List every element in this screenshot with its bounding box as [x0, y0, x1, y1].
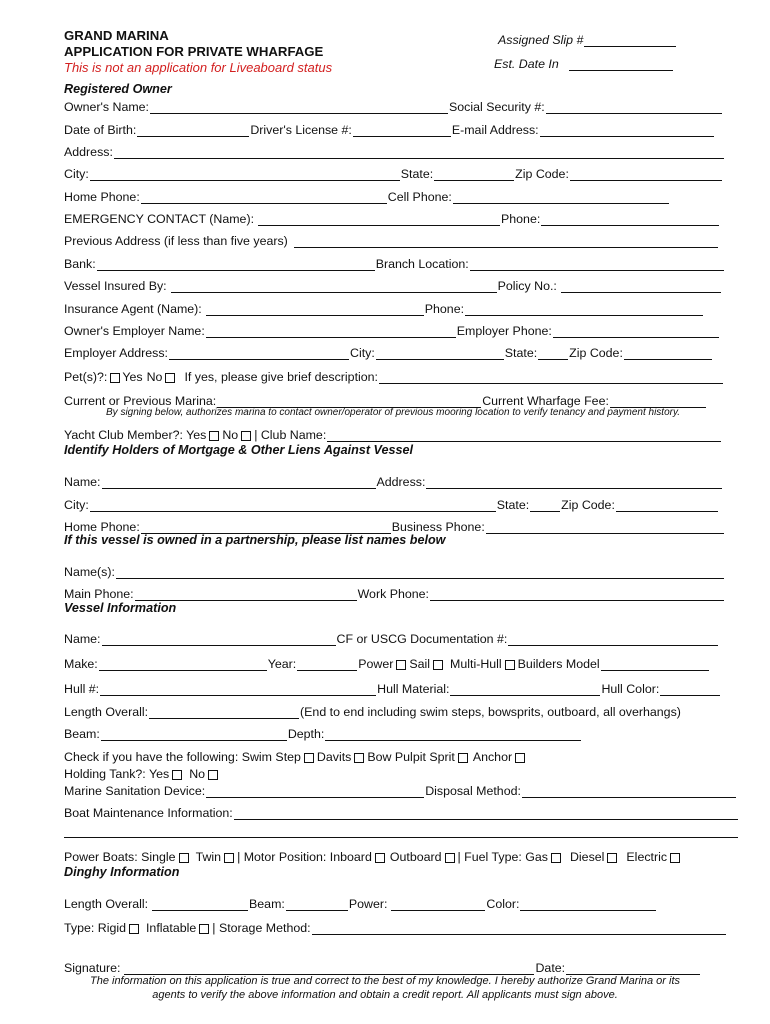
outboard-label: Outboard — [389, 850, 442, 864]
dob-label: Date of Birth: — [64, 123, 137, 137]
assigned-slip-field[interactable] — [498, 33, 677, 47]
lien-zip-line[interactable] — [616, 499, 718, 512]
holding-yes-checkbox[interactable] — [172, 770, 182, 780]
equipment-row — [64, 748, 528, 764]
home-phone-label: Home Phone: — [64, 190, 140, 204]
yacht-club-yes-checkbox[interactable] — [209, 431, 219, 441]
multihull-label: Multi-Hull — [450, 657, 502, 671]
diesel-label: Diesel — [569, 850, 605, 864]
length-note: (End to end including swim steps, bowsprits, outboard, all overhangs) — [300, 705, 681, 719]
builders-line[interactable] — [601, 658, 709, 671]
employer-line[interactable] — [206, 325, 456, 338]
lien-city-line[interactable] — [90, 499, 496, 512]
bank-label: Bank: — [64, 257, 96, 271]
pets-yes-label: Yes — [122, 370, 143, 384]
est-date-line[interactable] — [569, 58, 673, 71]
cell-phone-label: Cell Phone: — [387, 190, 452, 204]
dinghy-power-line[interactable] — [391, 898, 485, 911]
vessel-name-row — [64, 630, 719, 646]
prev-address-row — [64, 232, 719, 248]
lien-city-row — [64, 496, 719, 512]
section-partnership: If this vessel is owned in a partnership, please list names below — [64, 533, 446, 547]
state-label: State: — [400, 167, 434, 181]
policy-line[interactable] — [561, 280, 721, 293]
employer-address-row — [64, 344, 713, 360]
maintenance-line[interactable] — [234, 807, 738, 820]
vessel-insured-line[interactable] — [171, 280, 497, 293]
holding-no-checkbox[interactable] — [208, 770, 218, 780]
ssn-line[interactable] — [546, 101, 722, 114]
employer-phone-line[interactable] — [553, 325, 719, 338]
liveaboard-warning: This is not an application for Liveaboard status — [64, 60, 333, 75]
anchor-label: Anchor — [472, 750, 513, 764]
lien-business-phone-label: Business Phone: — [391, 520, 485, 534]
home-phone-line[interactable] — [141, 191, 387, 204]
hull-color-line[interactable] — [660, 683, 720, 696]
dinghy-type-row — [64, 919, 727, 935]
holding-label: Holding Tank?: Yes — [64, 767, 170, 781]
emp-state-line[interactable] — [538, 347, 568, 360]
storage-label: | Storage Method: — [212, 921, 311, 935]
lien-address-label: Address: — [376, 475, 426, 489]
yacht-club-no-label: No — [222, 428, 239, 442]
yacht-club-no-checkbox[interactable] — [241, 431, 251, 441]
owner-name-row — [64, 98, 723, 114]
beam-line[interactable] — [101, 728, 287, 741]
power-boats-row — [64, 848, 683, 864]
anchor-checkbox[interactable] — [515, 753, 525, 763]
builders-label: Builders Model — [517, 657, 600, 671]
davits-checkbox[interactable] — [354, 753, 364, 763]
power-checkbox[interactable] — [396, 660, 406, 670]
est-date-label: Est. Date In — [494, 57, 559, 71]
sail-label: Sail — [409, 657, 431, 671]
power-label: Power — [358, 657, 394, 671]
dob-line[interactable] — [137, 124, 249, 137]
pets-label: Pet(s)?: — [64, 370, 108, 384]
agent-phone-label: Phone: — [424, 302, 465, 316]
beam-label: Beam: — [64, 727, 100, 741]
emergency-phone-label: Phone: — [501, 212, 541, 226]
hull-no-line[interactable] — [100, 683, 376, 696]
pets-desc-label: If yes, please give brief description: — [184, 370, 378, 384]
ssn-label: Social Security #: — [449, 100, 545, 114]
pets-no-label: No — [146, 370, 163, 384]
fuel-type-label: | Fuel Type: Gas — [457, 850, 548, 864]
prev-address-label: Previous Address (if less than five years) — [64, 234, 288, 248]
inboard-checkbox[interactable] — [375, 853, 385, 863]
partner-names-row — [64, 563, 725, 579]
insured-row — [64, 277, 722, 293]
address-line[interactable] — [114, 146, 724, 159]
pulpit-checkbox[interactable] — [458, 753, 468, 763]
marina-row — [64, 392, 707, 408]
address-row — [64, 143, 725, 159]
electric-label: Electric — [626, 850, 668, 864]
agent-phone-line[interactable] — [465, 303, 703, 316]
est-date-field[interactable] — [494, 57, 674, 71]
rigid-checkbox[interactable] — [129, 924, 139, 934]
work-phone-line[interactable] — [430, 588, 724, 601]
signature-row — [64, 959, 701, 975]
policy-label: Policy No.: — [497, 279, 557, 293]
pets-yes-checkbox[interactable] — [110, 373, 120, 383]
hull-material-label: Hull Material: — [377, 682, 450, 696]
hull-row — [64, 680, 721, 696]
certification-line-2: agents to verify the above information and obtain a credit report. All applicants must sign above. — [152, 989, 618, 1001]
section-liens: Identify Holders of Mortgage & Other Liens Against Vessel — [64, 443, 413, 457]
main-phone-label: Main Phone: — [64, 587, 134, 601]
certification-line-1: The information on this application is true and correct to the best of my knowledge. I hereby authorize Grand Marina or its — [89, 975, 681, 987]
yacht-club-row — [64, 426, 722, 442]
dinghy-length-row — [64, 895, 657, 911]
assigned-slip-label: Assigned Slip # — [498, 33, 584, 47]
lien-name-label: Name: — [64, 475, 101, 489]
dinghy-color-label: Color: — [486, 897, 520, 911]
dinghy-color-line[interactable] — [520, 898, 656, 911]
owner-name-line[interactable] — [150, 101, 448, 114]
authorization-note: By signing below, authorizes marina to contact owner/operator of previous mooring location to verify tenancy and payment history. — [106, 407, 681, 418]
dinghy-type-label: Type: Rigid — [64, 921, 126, 935]
inflatable-label: Inflatable — [145, 921, 197, 935]
vessel-insured-label: Vessel Insured By: — [64, 279, 167, 293]
single-checkbox[interactable] — [179, 853, 189, 863]
partner-names-label: Name(s): — [64, 565, 115, 579]
current-fee-label: Current Wharfage Fee: — [482, 394, 609, 408]
emergency-line[interactable] — [258, 213, 500, 226]
address-label: Address: — [64, 145, 113, 159]
dinghy-power-label: Power: — [348, 897, 388, 911]
msd-line[interactable] — [206, 785, 424, 798]
inflatable-checkbox[interactable] — [199, 924, 209, 934]
lien-state-label: State: — [496, 498, 530, 512]
vessel-name-label: Name: — [64, 632, 101, 646]
partner-phone-row — [64, 585, 725, 601]
msd-label: Marine Sanitation Device: — [64, 784, 206, 798]
email-line[interactable] — [540, 124, 714, 137]
employer-address-line[interactable] — [169, 347, 349, 360]
city-row — [64, 165, 723, 181]
emp-city-label: City: — [350, 346, 375, 360]
pets-row — [64, 368, 724, 384]
employer-address-label: Employer Address: — [64, 346, 168, 360]
signature-label: Signature: — [64, 961, 121, 975]
diesel-checkbox[interactable] — [607, 853, 617, 863]
lien-phone-row — [64, 518, 725, 534]
pulpit-label: Bow Pulpit Sprit — [367, 750, 455, 764]
section-dinghy: Dinghy Information — [64, 865, 180, 879]
bank-row — [64, 255, 725, 271]
employer-phone-label: Employer Phone: — [456, 324, 552, 338]
cf-label: CF or USCG Documentation #: — [336, 632, 508, 646]
dinghy-length-label: Length Overall: — [64, 897, 149, 911]
emp-zip-line[interactable] — [624, 347, 712, 360]
disposal-label: Disposal Method: — [425, 784, 521, 798]
multihull-checkbox[interactable] — [505, 660, 515, 670]
year-label: Year: — [267, 657, 297, 671]
license-line[interactable] — [353, 124, 451, 137]
form-title-application: APPLICATION FOR PRIVATE WHARFAGE — [64, 44, 324, 59]
pets-no-checkbox[interactable] — [165, 373, 175, 383]
depth-label: Depth: — [287, 727, 325, 741]
lien-name-row — [64, 473, 723, 489]
bank-line[interactable] — [97, 258, 375, 271]
agent-row — [64, 300, 704, 316]
dinghy-beam-line[interactable] — [286, 898, 348, 911]
dinghy-length-line[interactable] — [152, 898, 248, 911]
yacht-club-label: Yacht Club Member?: Yes — [64, 428, 207, 442]
electric-checkbox[interactable] — [670, 853, 680, 863]
email-label: E-mail Address: — [451, 123, 539, 137]
hull-material-line[interactable] — [450, 683, 600, 696]
outboard-checkbox[interactable] — [445, 853, 455, 863]
lien-home-phone-label: Home Phone: — [64, 520, 140, 534]
section-registered-owner: Registered Owner — [64, 82, 172, 96]
hull-color-label: Hull Color: — [601, 682, 660, 696]
sail-checkbox[interactable] — [433, 660, 443, 670]
main-phone-line[interactable] — [135, 588, 357, 601]
twin-label: Twin — [195, 850, 222, 864]
current-marina-label: Current or Previous Marina: — [64, 394, 217, 408]
depth-line[interactable] — [325, 728, 581, 741]
holding-no-label: No — [189, 767, 206, 781]
hull-no-label: Hull #: — [64, 682, 100, 696]
zip-label: Zip Code: — [515, 167, 569, 181]
home-phone-row — [64, 188, 670, 204]
lien-state-line[interactable] — [530, 499, 560, 512]
city-label: City: — [64, 167, 89, 181]
check-label: Check if you have the following: Swim Step — [64, 750, 301, 764]
employer-label: Owner's Employer Name: — [64, 324, 205, 338]
disposal-line[interactable] — [522, 785, 736, 798]
branch-line[interactable] — [470, 258, 724, 271]
employer-row — [64, 322, 720, 338]
assigned-slip-line[interactable] — [584, 34, 676, 47]
maintenance-extra-line[interactable] — [64, 837, 738, 838]
power-boats-label: Power Boats: Single — [64, 850, 176, 864]
date-label: Date: — [535, 961, 566, 975]
dinghy-beam-label: Beam: — [249, 897, 285, 911]
lien-address-line[interactable] — [426, 476, 722, 489]
branch-label: Branch Location: — [375, 257, 469, 271]
twin-checkbox[interactable] — [224, 853, 234, 863]
emp-zip-label: Zip Code: — [569, 346, 623, 360]
maintenance-row — [64, 804, 739, 820]
zip-line[interactable] — [570, 168, 722, 181]
make-label: Make: — [64, 657, 98, 671]
emergency-label: EMERGENCY CONTACT (Name): — [64, 212, 255, 226]
cell-phone-line[interactable] — [453, 191, 669, 204]
agent-line[interactable] — [206, 303, 424, 316]
swim-step-checkbox[interactable] — [304, 753, 314, 763]
beam-row — [64, 725, 582, 741]
dob-row — [64, 121, 715, 137]
year-line[interactable] — [297, 658, 357, 671]
holding-tank-row — [64, 765, 221, 781]
owner-name-label: Owner's Name: — [64, 100, 149, 114]
lien-name-line[interactable] — [102, 476, 376, 489]
make-row — [64, 655, 710, 671]
club-name-label: | Club Name: — [254, 428, 327, 442]
msd-row — [64, 782, 737, 798]
city-line[interactable] — [90, 168, 400, 181]
agent-label: Insurance Agent (Name): — [64, 302, 202, 316]
lien-zip-label: Zip Code: — [561, 498, 615, 512]
lien-business-phone-line[interactable] — [486, 521, 724, 534]
work-phone-label: Work Phone: — [357, 587, 429, 601]
prev-address-line[interactable] — [294, 235, 718, 248]
state-line[interactable] — [434, 168, 514, 181]
pets-desc-line[interactable] — [379, 371, 723, 384]
emergency-row — [64, 210, 720, 226]
lien-city-label: City: — [64, 498, 89, 512]
davits-label: Davits — [316, 750, 352, 764]
length-line[interactable] — [149, 706, 299, 719]
partner-names-line[interactable] — [116, 566, 724, 579]
maintenance-label: Boat Maintenance Information: — [64, 806, 233, 820]
vessel-name-line[interactable] — [102, 633, 336, 646]
make-line[interactable] — [99, 658, 267, 671]
section-vessel: Vessel Information — [64, 601, 177, 615]
motor-position-label: | Motor Position: Inboard — [237, 850, 372, 864]
form-title-marina: GRAND MARINA — [64, 28, 169, 43]
storage-line[interactable] — [312, 922, 726, 935]
club-name-line[interactable] — [327, 429, 721, 442]
emergency-phone-line[interactable] — [541, 213, 719, 226]
cf-line[interactable] — [508, 633, 718, 646]
length-label: Length Overall: — [64, 705, 149, 719]
gas-checkbox[interactable] — [551, 853, 561, 863]
emp-state-label: State: — [504, 346, 538, 360]
length-row — [64, 703, 681, 719]
license-label: Driver's License #: — [250, 123, 352, 137]
emp-city-line[interactable] — [376, 347, 504, 360]
